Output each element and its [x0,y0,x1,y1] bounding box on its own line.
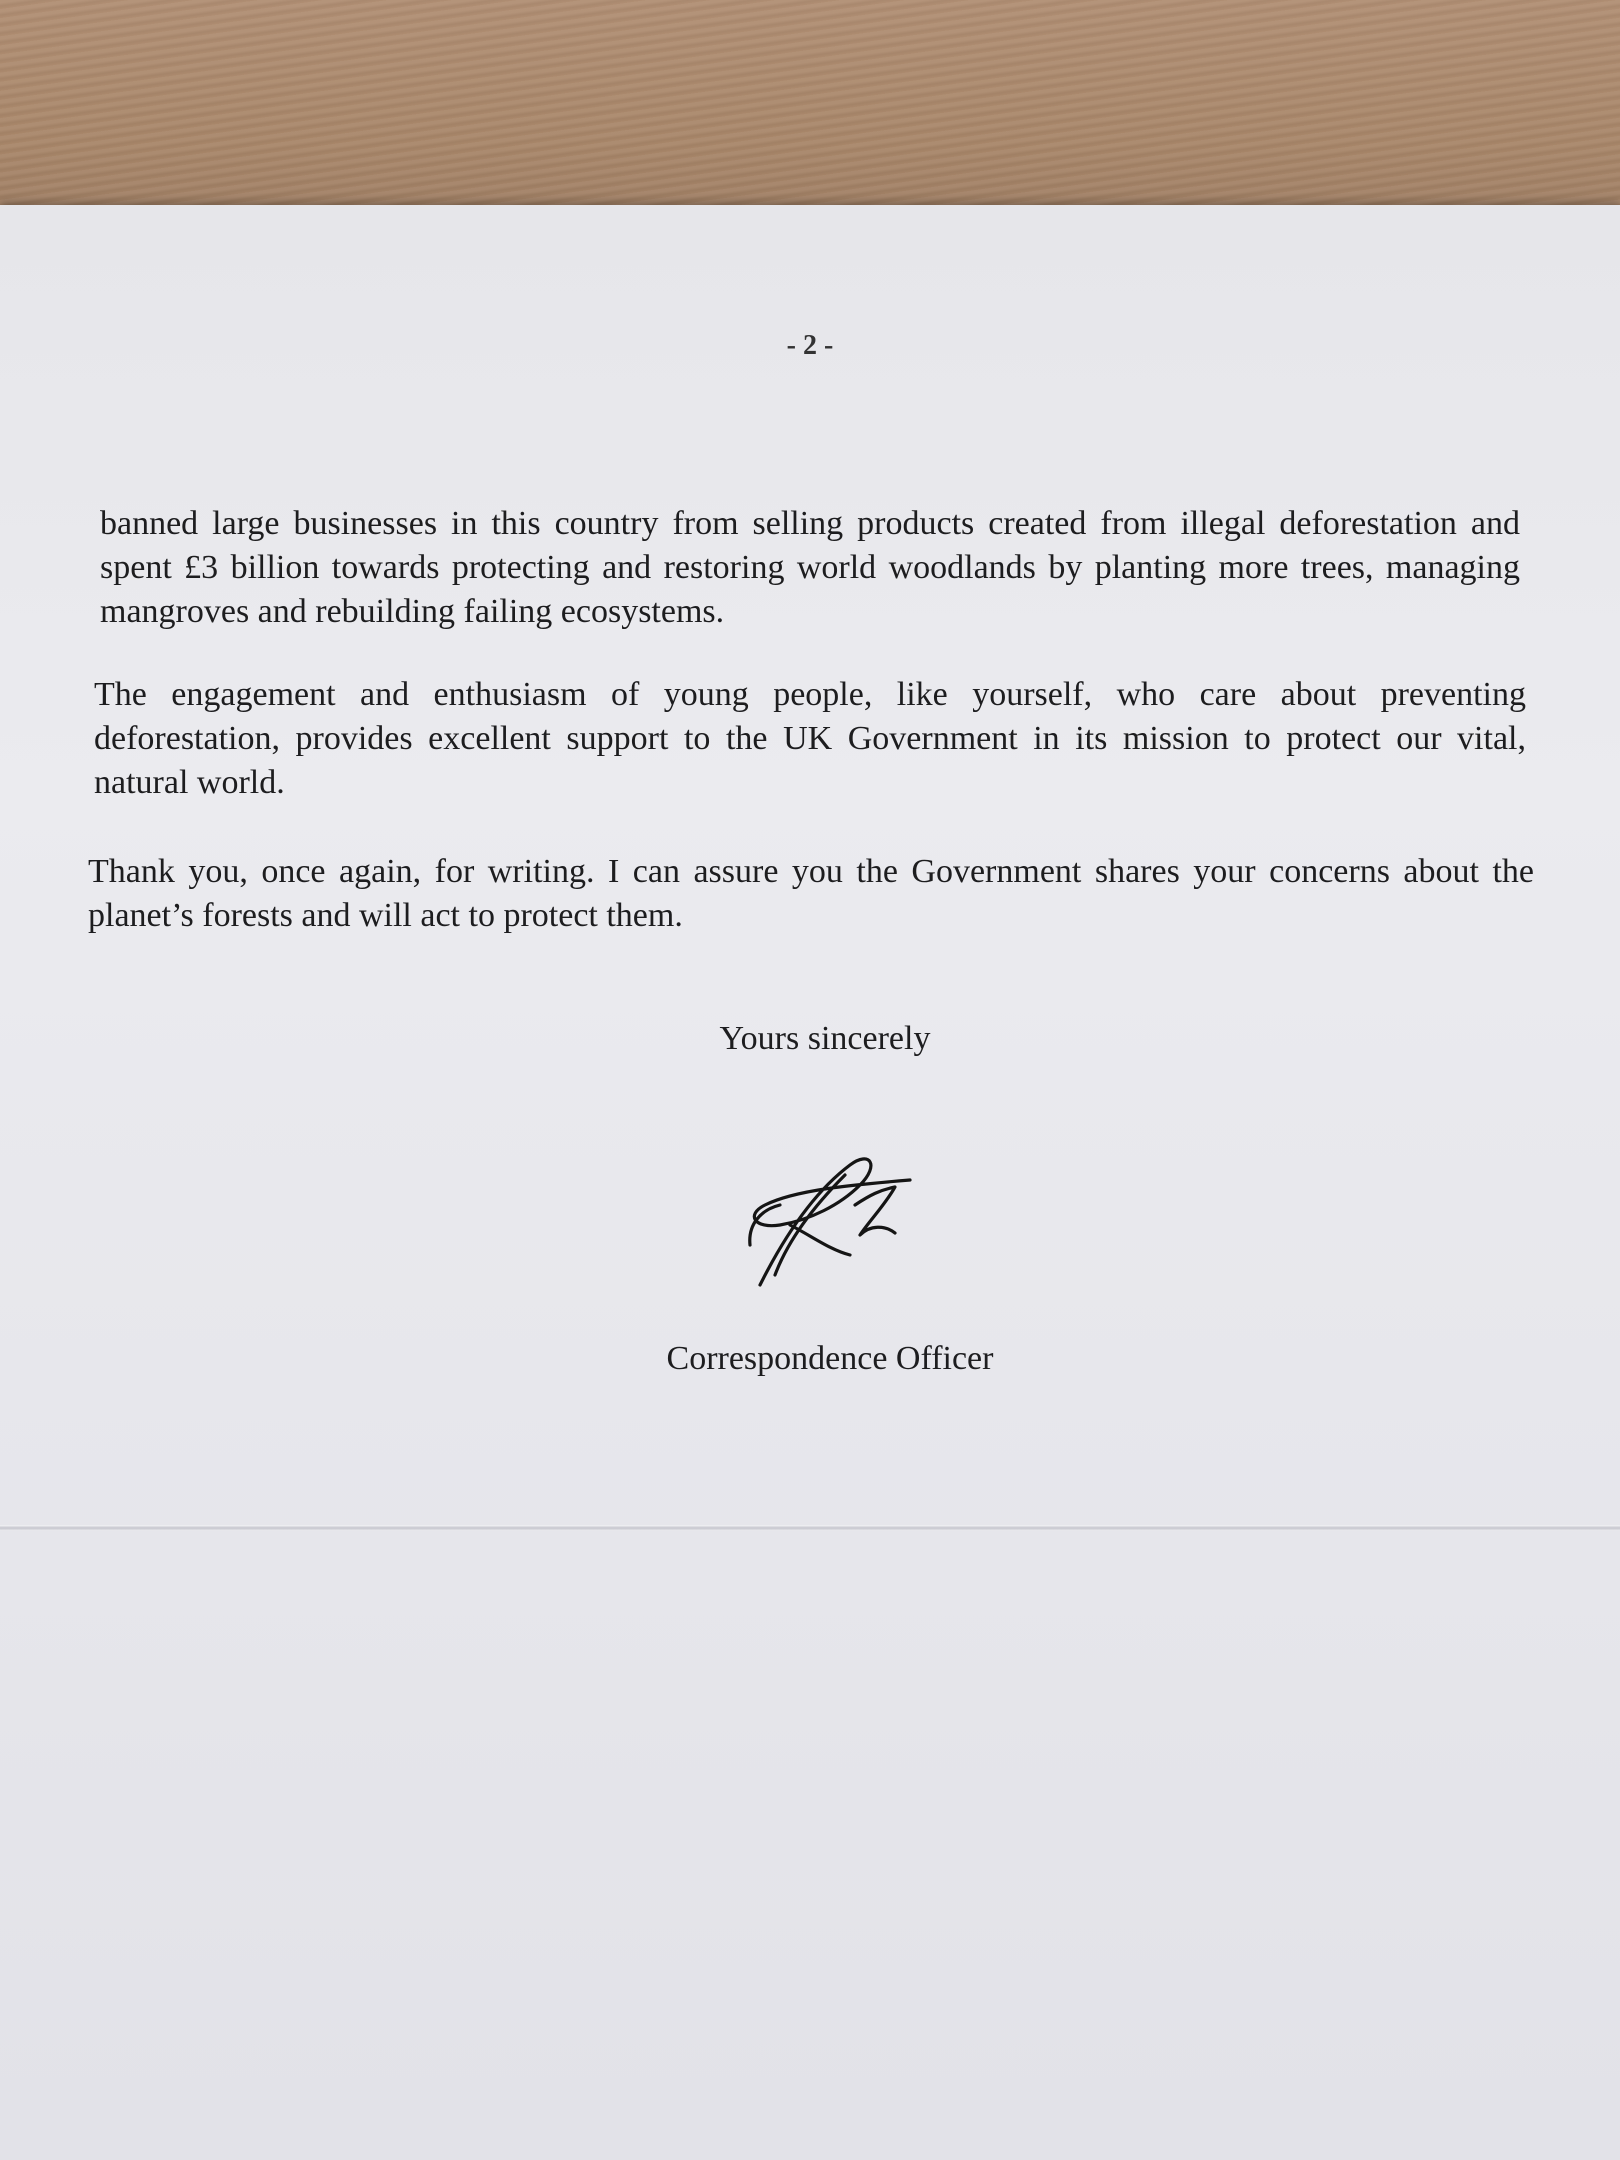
letter-paragraph: The engagement and enthusiasm of young people, like yourself, who care about preventing deforestation, provides excellent support to the UK Government in its mission to protect our vital, natural world. [94,676,1526,801]
signatory-title: Correspondence Officer [666,1340,994,1377]
paper-fold-crease [0,1525,1620,1531]
desk-background [0,0,1620,240]
handwritten-signature [720,1125,940,1305]
letter-paragraph: banned large businesses in this country from selling products created from illegal deforestation and spent £3 billion towards protecting and restoring world woodlands by planting more trees, managing mangroves and rebuilding failing ecosystems. [100,505,1520,630]
letter-paragraph: Thank you, once again, for writing. I can assure you the Government shares your concerns about the planet’s forests and will act to protect them. [88,853,1534,934]
letter-page [0,205,1620,2160]
closing-salutation: Yours sincerely [719,1020,931,1057]
page-number: - 2 - [786,330,834,361]
